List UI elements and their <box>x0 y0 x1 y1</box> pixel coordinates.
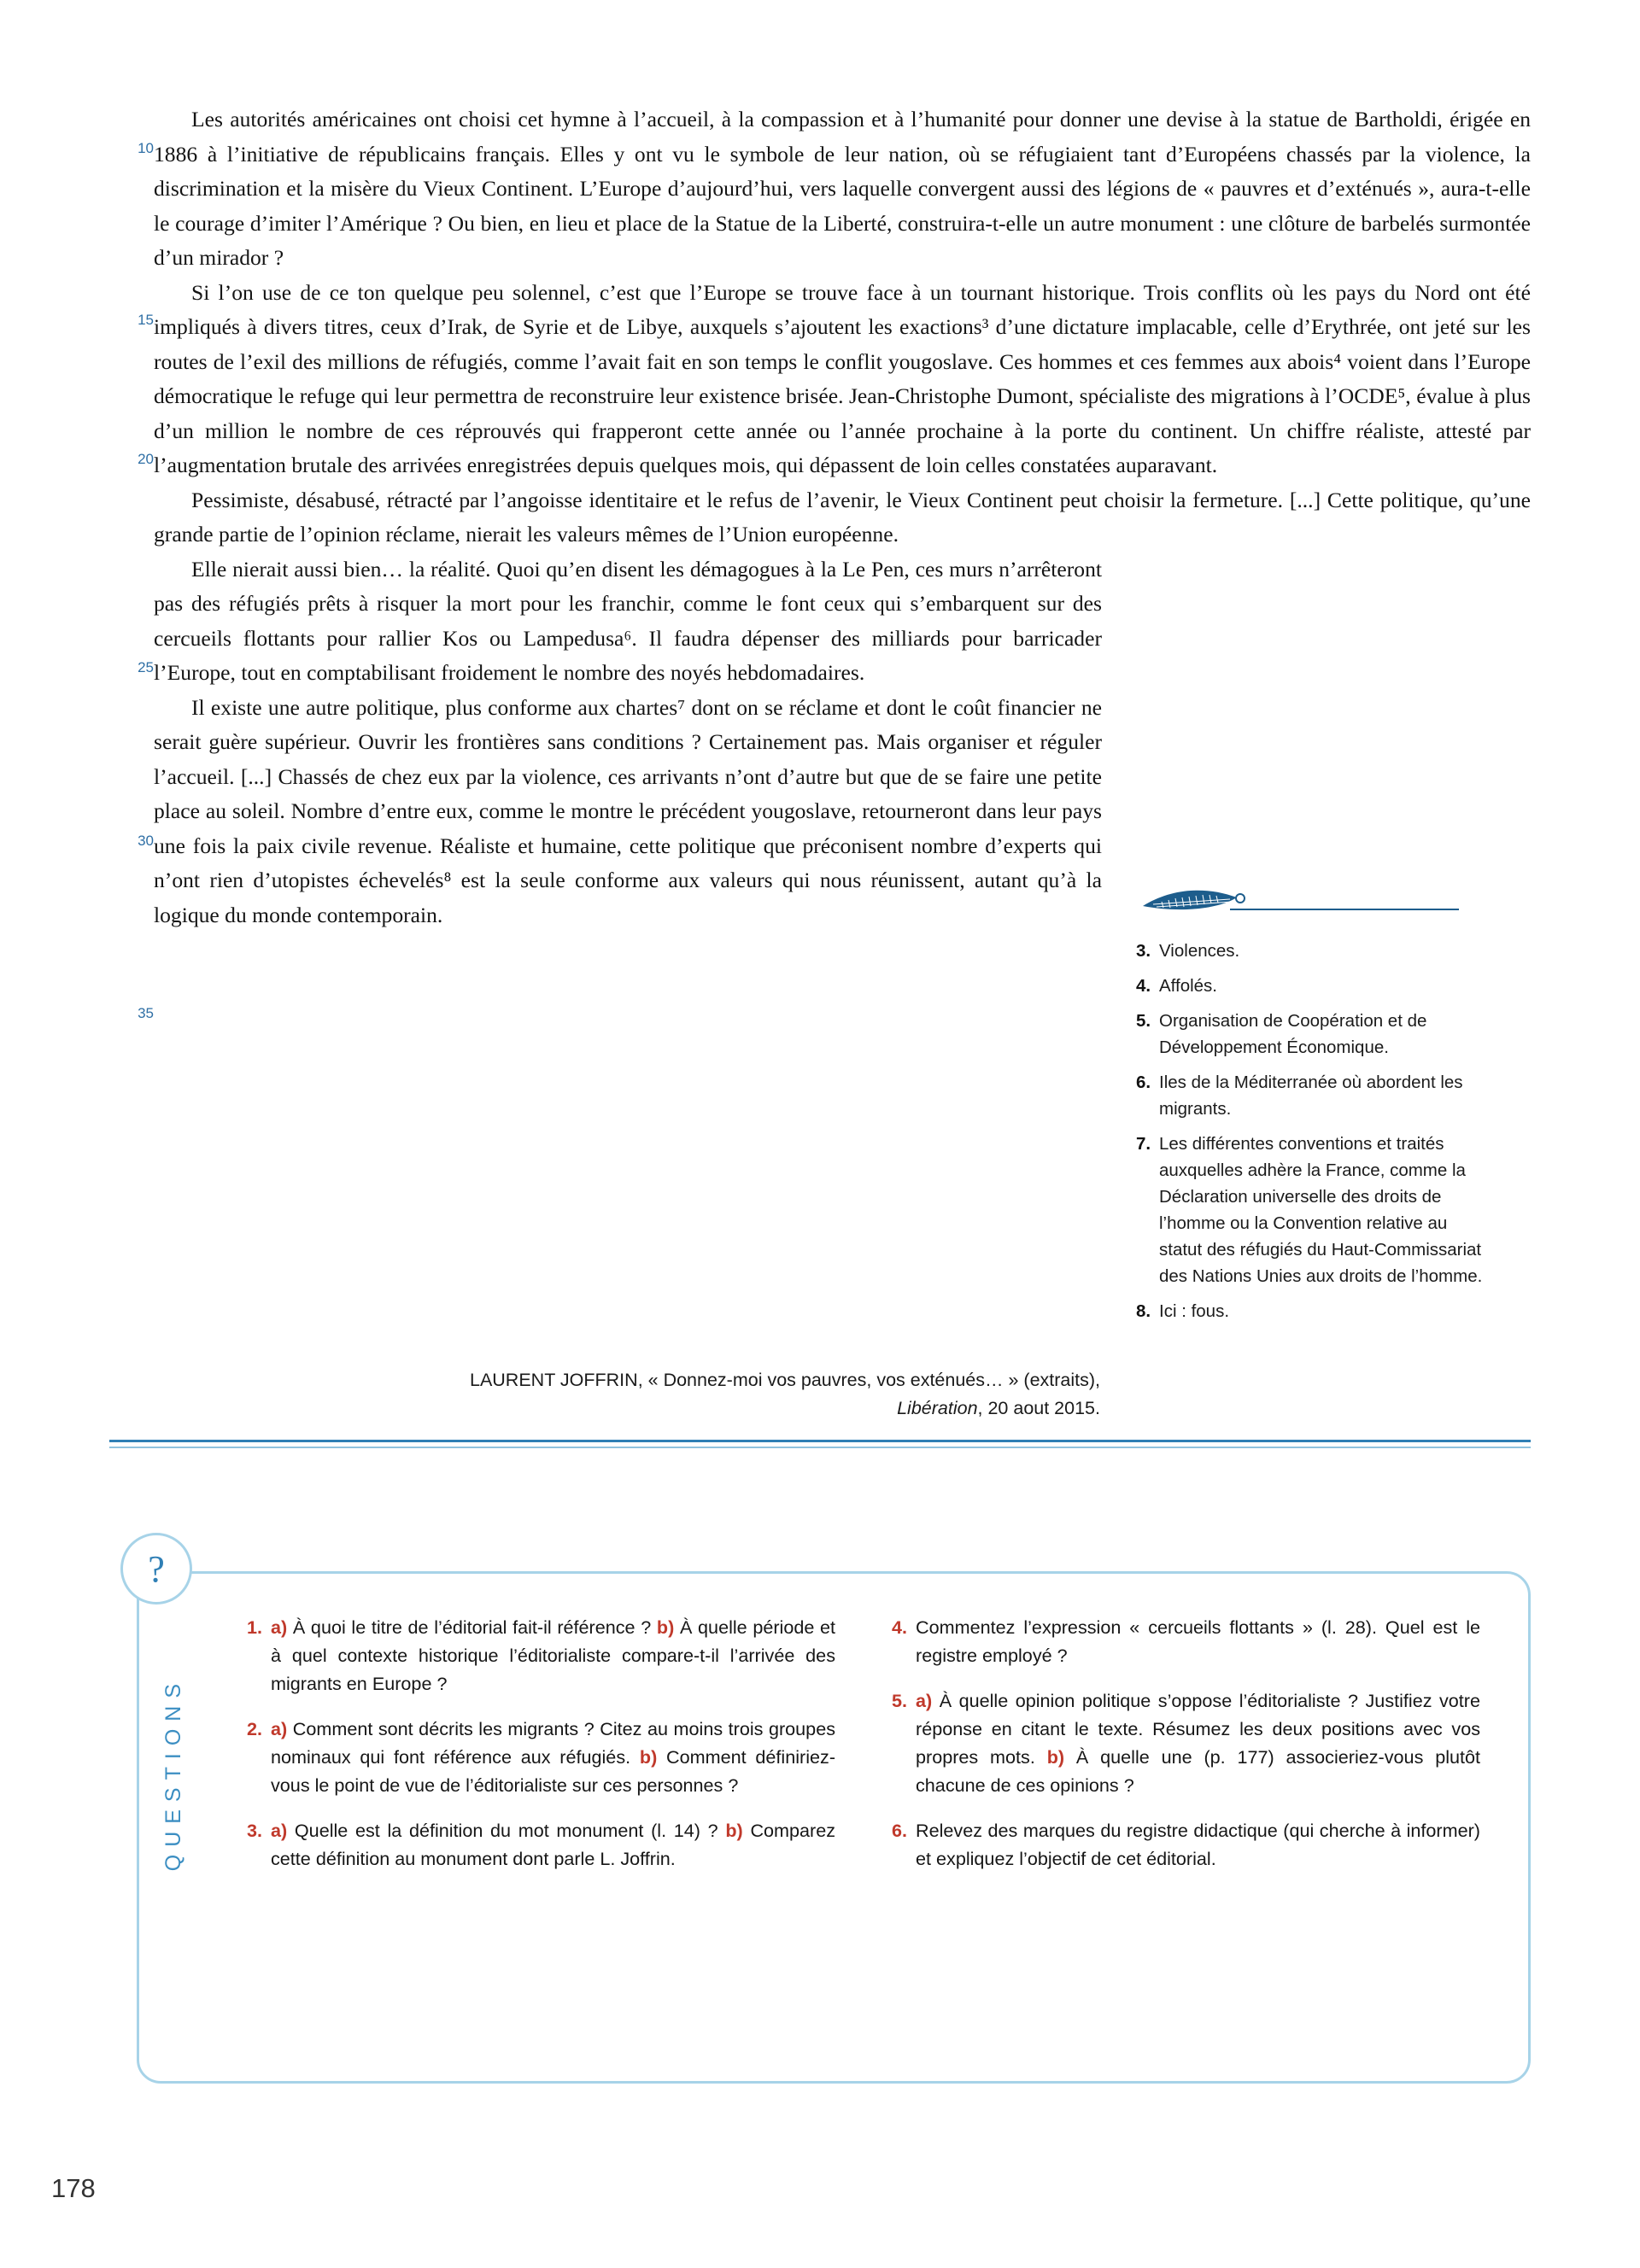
footnote-text: Affolés. <box>1159 976 1217 996</box>
credit-author: LAURENT JOFFRIN <box>469 1370 638 1390</box>
line-number-25: 25 <box>138 659 154 675</box>
question-part-text: À quelle période et à quel contexte historique l’éditorialiste compare-t-il l’arrivée des migrants en Europe ? <box>271 1616 836 1694</box>
questions-panel <box>137 1547 1531 2084</box>
question-number: 4. <box>891 1616 907 1638</box>
footnote-number: 3. <box>1136 941 1151 961</box>
line-number-30: 30 <box>138 833 154 849</box>
footnote-number: 5. <box>1136 1011 1151 1031</box>
question-number: 3. <box>246 1820 262 1841</box>
footnote-number: 6. <box>1136 1073 1151 1092</box>
footnote-text: Les différentes conventions et traités auxquelles adhère la France, comme la Déclaration universelle des droits de l’homme ou la Convention relative au statut des réfugiés du Haut-Commissariat des Nations Unies aux droits de l’homme. <box>1159 1134 1483 1286</box>
footnotes-list <box>1136 938 1495 1324</box>
credit-title: , « Donnez-moi vos pauvres, vos exténués… » (extraits), <box>637 1370 1100 1390</box>
question-part-text: Comment sont décrits les migrants ? Citez au moins trois groupes nominaux qui font référence aux réfugiés. <box>271 1718 836 1768</box>
footnote-text: Iles de la Méditerranée où abordent les migrants. <box>1159 1073 1463 1119</box>
questions-left-column <box>242 1613 835 1890</box>
footnote-number: 4. <box>1136 976 1151 996</box>
quill-pen-icon <box>1136 884 1461 918</box>
footnote-item <box>1136 1131 1495 1289</box>
credit-date: , 20 aout 2015. <box>977 1398 1100 1418</box>
questions-right-column <box>887 1613 1480 1890</box>
question-part-label: a) <box>271 1820 288 1841</box>
footnote-number: 8. <box>1136 1301 1151 1321</box>
footnote-number: 7. <box>1136 1134 1151 1154</box>
line-number-gutter <box>109 102 154 1021</box>
questions-vertical-label: QUESTIONS <box>161 1676 185 1872</box>
question-part-label: b) <box>1046 1746 1065 1768</box>
footnote-item <box>1136 1298 1495 1324</box>
question-mark-icon: ? <box>120 1533 192 1605</box>
question-part-text: À quelle une (p. 177) associeriez-vous plutôt chacune de ces opinions ? <box>916 1746 1481 1796</box>
question-number: 2. <box>246 1718 262 1739</box>
line-number-20: 20 <box>138 451 154 467</box>
footnote-item <box>1136 938 1495 964</box>
question-part-label: b) <box>725 1820 743 1841</box>
question-part-text: À quelle opinion politique s’oppose l’éditorialiste ? Justifiez votre réponse en citant le texte. Résumez les deux positions avec vos propres mots. <box>916 1690 1481 1768</box>
question-part-label: b) <box>656 1616 675 1638</box>
question-part-label: a) <box>271 1616 288 1638</box>
line-number-35: 35 <box>138 1005 154 1021</box>
footnote-item <box>1136 973 1495 999</box>
paragraph-1: Les autorités américaines ont choisi cet hymne à l’accueil, à la compassion et à l’humanité pour donner une devise à la statue de Bartholdi, érigée en 1886 à l’initiative de républicains français. Elles y ont vu le symbole de leur nation, où se réfugiaient tant d’Européens chassés par la violence, la discrimination et la misère du Vieux Continent. L’Europe d’aujourd’hui, vers laquelle convergent aussi des légions de « pauvres et d’exténués », aura-t-elle le courage d’imiter l’Amérique ? Ou bien, en lieu et place de la Statue de la Liberté, construira-t-elle un autre monument : une clôture de barbelés surmontée d’un mirador ? <box>154 107 1531 270</box>
question-part-text: À quoi le titre de l’éditorial fait-il référence ? <box>292 1616 652 1638</box>
question-part-text: Comparez cette définition au monument dont parle L. Joffrin. <box>271 1820 836 1869</box>
question-part-text: Comment définiriez-vous le point de vue de l’éditorialiste sur ces personnes ? <box>271 1746 836 1796</box>
footnotes-sidebar <box>1136 884 1495 1333</box>
question-number: 1. <box>246 1616 262 1638</box>
line-number-15: 15 <box>138 312 154 328</box>
paragraph-5: Il existe une autre politique, plus conforme aux chartes⁷ dont on se réclame et dont le coût financier ne serait guère supérieur. Ouvrir les frontières sans conditions ? Certainement pas. Mais organiser et réguler l’accueil. [...] Chassés de chez eux par la violence, ces arrivants n’ont d’autre but que de se faire une petite place au soleil. Nombre d’entre eux, comme le montre le précédent yougoslave, retourneront dans leur pays une fois la paix civile revenue. Réaliste et humaine, cette politique que préconisent nombre d’experts qui n’ont rien d’utopistes échevelés⁸ est la seule conforme aux valeurs qui nous réunissent, autant qu’à la logique du monde contemporain. <box>154 694 1102 927</box>
question-item <box>887 1686 1480 1799</box>
footnote-item <box>1136 1069 1495 1122</box>
question-part-text: Relevez des marques du registre didactique (qui cherche à informer) et expliquez l’objectif de cet éditorial. <box>916 1820 1480 1869</box>
question-item <box>887 1816 1480 1873</box>
footnote-text: Organisation de Coopération et de Développement Économique. <box>1159 1011 1427 1057</box>
divider-rule-thick <box>109 1440 1531 1442</box>
question-number: 5. <box>891 1690 907 1711</box>
question-item <box>242 1816 835 1873</box>
footnote-text: Ici : fous. <box>1159 1301 1230 1321</box>
question-part-text: Quelle est la définition du mot monument (l. 14) ? <box>294 1820 718 1841</box>
question-number: 6. <box>891 1820 907 1841</box>
question-item <box>242 1613 835 1698</box>
question-part-label: b) <box>639 1746 658 1768</box>
question-item <box>887 1613 1480 1669</box>
source-credit <box>154 1366 1100 1423</box>
paragraph-4: Elle nierait aussi bien… la réalité. Quoi qu’en disent les démagogues à la Le Pen, ces murs n’arrêteront pas des réfugiés prêts à risquer la mort pour les franchir, comme le font ceux qui s’embarquent sur des cercueils flottants pour rallier Kos ou Lampedusa⁶. Il faudra dépenser des milliards pour barricader l’Europe, tout en comptabilisant froidement le nombre des noyés hebdomadaires. <box>154 556 1102 685</box>
question-part-label: a) <box>271 1718 288 1739</box>
paragraph-3: Pessimiste, désabusé, rétracté par l’angoisse identitaire et le refus de l’avenir, le Vieux Continent peut choisir la fermeture. [...] Cette politique, qu’une grande partie de l’opinion réclame, nierait les valeurs mêmes de l’Union européenne. <box>154 487 1531 547</box>
question-part-text: Commentez l’expression « cercueils flottants » (l. 28). Quel est le registre employé ? <box>916 1616 1480 1666</box>
question-item <box>242 1715 835 1799</box>
section-divider <box>109 1440 1531 1448</box>
line-number-10: 10 <box>138 140 154 156</box>
footnote-item <box>1136 1008 1495 1061</box>
question-part-label: a) <box>916 1690 933 1711</box>
credit-source: Libération <box>897 1398 978 1418</box>
article-body <box>154 102 1531 932</box>
divider-rule-thin <box>109 1447 1531 1448</box>
paragraph-2: Si l’on use de ce ton quelque peu solennel, c’est que l’Europe se trouve face à un tournant historique. Trois conflits où les pays du Nord ont été impliqués à divers titres, ceux d’Irak, de Syrie et de Libye, auxquels s’ajoutent les exactions³ d’une dictature implacable, celle d’Erythrée, ont jeté sur les routes de l’exil des millions de réfugiés, comme l’avait fait en son temps le conflit yougoslave. Ces hommes et ces femmes aux abois⁴ voient dans l’Europe démocratique le refuge qui leur permettra de reconstruire leur existence brisée. Jean-Christophe Dumont, spécialiste des migrations à l’OCDE⁵, évalue à plus d’un million le nombre de ces réprouvés qui frapperont cette année ou l’année prochaine à la porte du continent. Un chiffre réaliste, attesté par l’augmentation brutale des arrivées enregistrées depuis quelques mois, qui dépassent de loin celles constatées auparavant. <box>154 279 1531 477</box>
page-number: 178 <box>51 2173 96 2203</box>
footnote-text: Violences. <box>1159 941 1240 961</box>
